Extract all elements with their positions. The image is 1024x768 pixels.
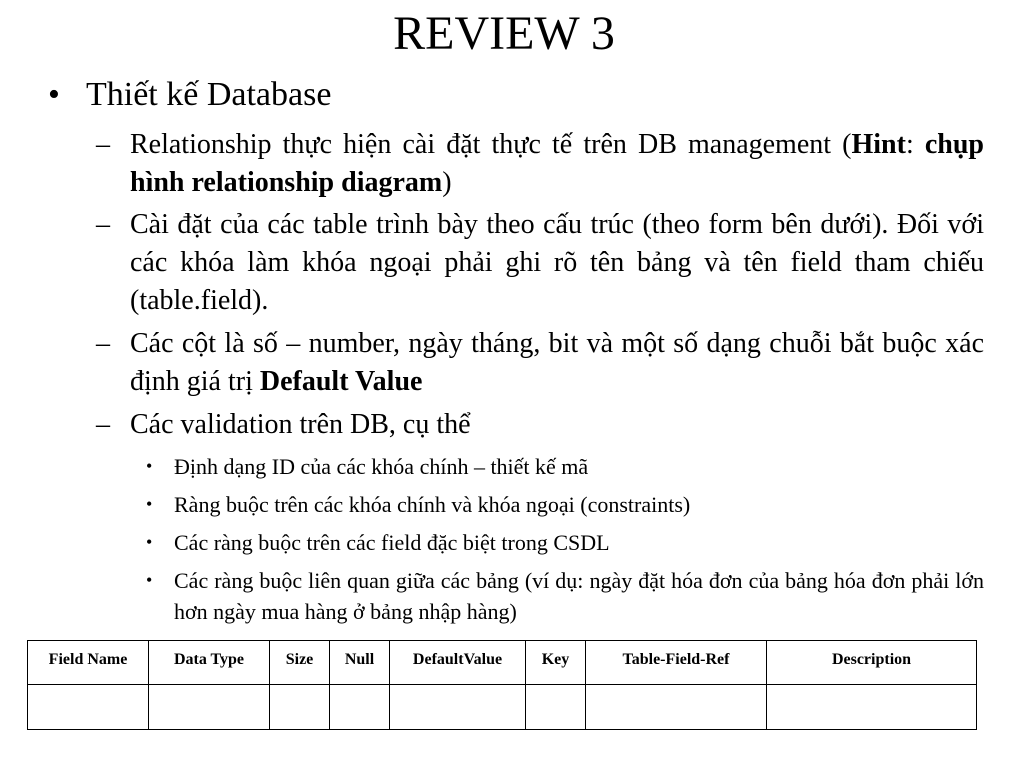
sub-item-text [130,126,984,202]
validation-text: Các ràng buộc trên các field đặc biệt trong CSDL [174,530,610,555]
validation-text: Ràng buộc trên các khóa chính và khóa ngoại (constraints) [174,492,691,517]
default-value-text: Các cột là số – number, ngày tháng, bit và một số dạng chuỗi bắt buộc xác định giá trị [130,328,984,397]
validation-item [146,527,984,558]
column-header-description: Description [767,641,977,685]
table-cell [390,685,526,730]
default-value-bold: Default Value [259,366,423,397]
validation-item [146,451,984,482]
dash-icon: – [96,129,110,160]
validation-text: Định dạng ID của các khóa chính – thiết kế mã [174,454,589,479]
sub-item-text: Các validation trên DB, cụ thể [130,409,471,440]
column-header-size: Size [270,641,330,685]
table-cell [526,685,586,730]
column-header-null: Null [330,641,390,685]
open-paren: ( [842,129,852,160]
validation-item [146,565,984,627]
validation-text: Các ràng buộc liên quan giữa các bảng (ví dụ: ngày đặt hóa đơn của bảng hóa đơn phải lớn hơn ngày mua hàng ở bảng nhập hàng) [174,568,984,624]
table-cell [270,685,330,730]
hint-colon: : [905,129,925,160]
sub-item-text: Cài đặt của các table trình bày theo cấu trúc (theo form bên dưới). Đối với các khóa làm khóa ngoại phải ghi rõ tên bảng và tên field tham chiếu (table.field). [130,209,984,316]
table-cell [767,685,977,730]
column-header-key: Key [526,641,586,685]
table-cell [28,685,149,730]
bullet-icon: • [146,456,153,476]
bullet-icon: • [146,532,153,552]
bullet-icon: • [146,570,153,590]
sub-item-table-structure [96,206,984,320]
relationship-text: Relationship thực hiện cài đặt thực tế trên DB management [130,129,832,160]
sub-item-relationship [96,126,984,202]
hint-text: chụp hình relationship diagram [130,129,985,198]
validation-item [146,489,984,520]
hint-label: Hint [851,129,906,160]
table-cell [330,685,390,730]
sub-item-default-value [96,325,984,401]
sub-item-text [130,325,984,401]
column-header-data-type: Data Type [149,641,270,685]
bullet-icon: • [48,76,60,113]
main-bullet-text: Thiết kế Database [86,76,332,113]
column-header-table-field-ref: Table-Field-Ref [586,641,767,685]
dash-icon: – [96,409,110,440]
table-header-row [28,641,977,685]
sub-item-validations [96,406,984,444]
bullet-icon: • [146,494,153,514]
table-cell [149,685,270,730]
column-header-field-name: Field Name [28,641,149,685]
close-paren: ) [442,167,452,198]
slide-title: REVIEW 3 [393,7,615,60]
table-row [28,685,977,730]
table-spec [27,640,977,730]
dash-icon: – [96,328,110,359]
column-header-default-value: DefaultValue [390,641,526,685]
dash-icon: – [96,209,110,240]
table-cell [586,685,767,730]
